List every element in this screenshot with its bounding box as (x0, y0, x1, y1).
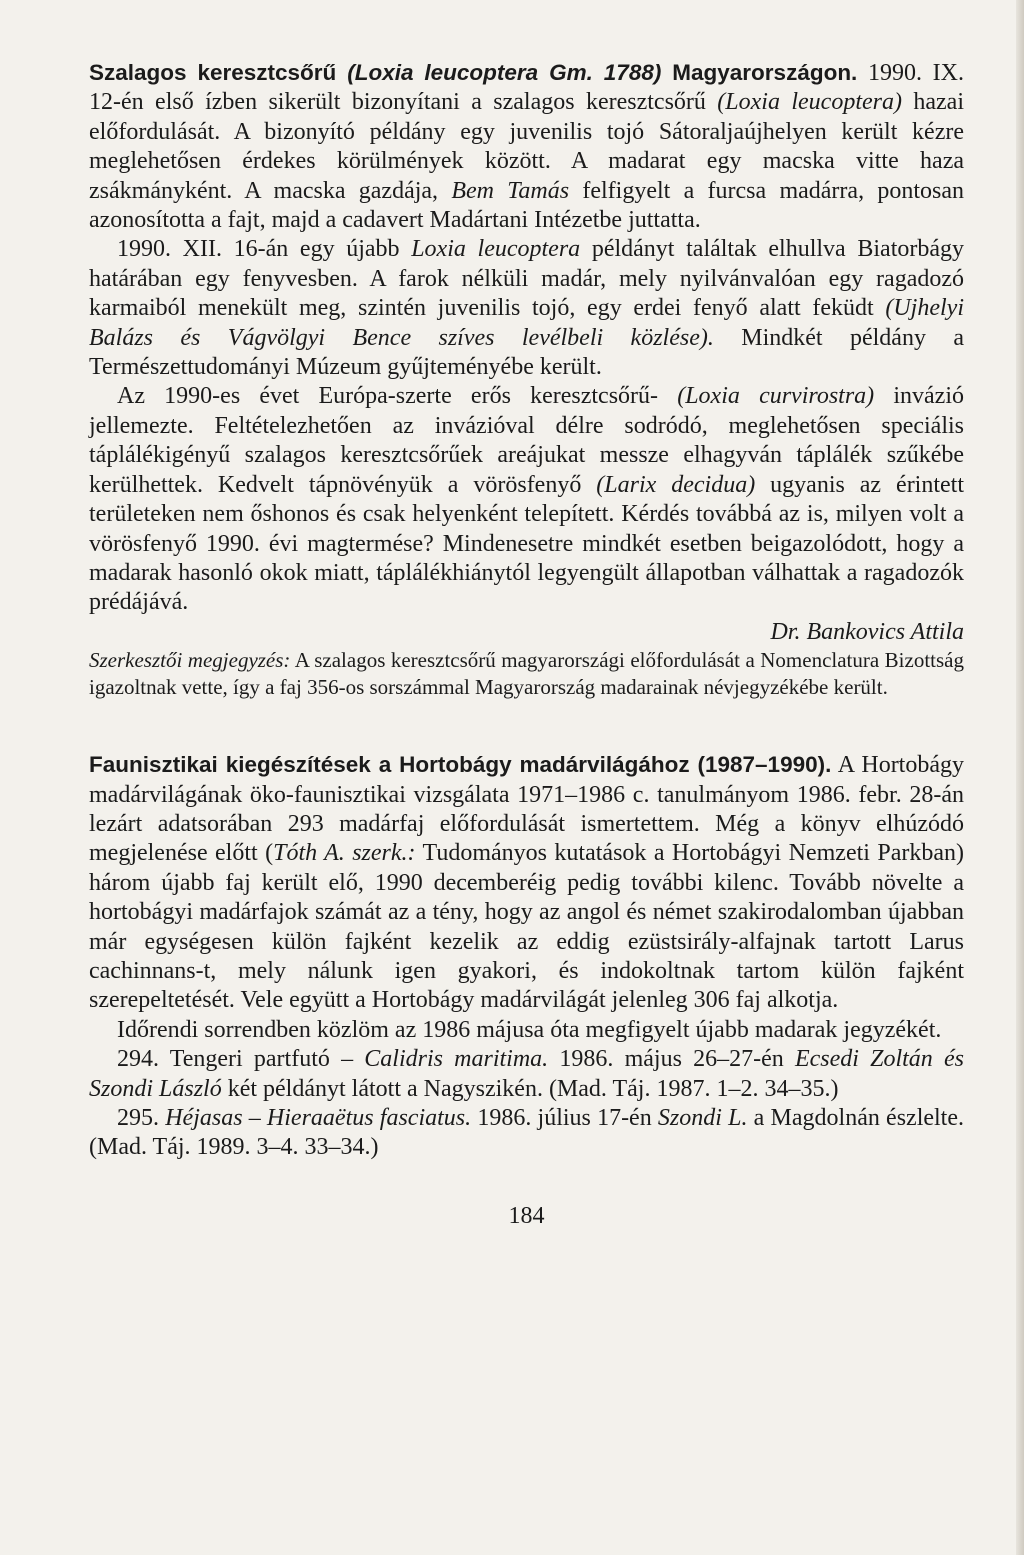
paragraph-3: Az 1990-es évet Európa-szerte erős keresztcsőrű- (Loxia curvirostra) invázió jellemezte. Feltételezhetően az invázióval délre sodródó, meglehetősen speciális táplálékigényű szalagos keresztcsőrűek areájukat messze elhagyván táplálék szűkébe kerülhettek. Kedvelt tápnövényük a vörösfenyő (Larix decidua) ugyanis az érintett területeken nem őshonos és csak helyenként telepített. Kérdés továbbá az is, milyen volt a vörösfenyő 1990. évi magtermése? Mindenesetre mindkét esetben beigazolódott, hogy a madarak hasonló okok miatt, táplálékhiánytól legyengült állapotban válhattak a ragadozók prédájává. (89, 383, 965, 616)
paragraph-hortobagy-2: Időrendi sorrendben közlöm az 1986 májusa óta megfigyelt újabb madarak jegyzékét. (117, 1016, 942, 1043)
species-entry-295: 295. Héjasas – Hieraaëtus fasciatus. 1986. július 17-én Szondi L. a Magdolnán észlelte. (Mad. Táj. 1989. 3–4. 33–34.) (89, 1105, 964, 1161)
paragraph-1: Szalagos keresztcsőrű (Loxia leucoptera Gm. 1788) Magyarországon. 1990. IX. 12-én első ízben sikerült bizonyítani a szalagos keresztcsőrű (Loxia leucoptera) hazai előfordulását. A bizonyító példány egy juvenilis tojó Sátoraljaújhelyen került kézre meglehetősen érdekes körülmények között. A madarat egy macska vitte haza zsákmányként. A macska gazdája, Bem Tamás felfigyelt a furcsa madárra, pontosan azonosította a fajt, majd a cadavert Madártani Intézetbe juttatta. (89, 60, 965, 234)
article-title-hortobagy: Faunisztikai kiegészítések a Hortobágy madárvilágához (1987–1990). (89, 752, 832, 778)
species-entry-294: 294. Tengeri partfutó – Calidris maritima. 1986. május 26–27-én Ecsedi Zoltán és Szondi László két példányt látott a Nagyszikén. (Mad. Táj. 1987. 1–2. 34–35.) (89, 1046, 964, 1102)
section-gap (89, 701, 964, 750)
editor-note: Szerkesztői megjegyzés: A szalagos keresztcsőrű magyarországi előfordulását a Nomenclatura Bizottság igazoltnak vette, így a faj 356-os sorszámmal Magyarország madarainak névjegyzékébe került. (89, 648, 964, 700)
article-hortobagy (89, 750, 964, 1163)
article-title: Szalagos keresztcsőrű (Loxia leucoptera Gm. 1788) Magyarországon. (89, 60, 858, 85)
article-szalagos-keresztcsoru (89, 58, 964, 701)
paragraph-2: 1990. XII. 16-án egy újabb Loxia leucoptera példányt találtak elhullva Biatorbágy határában egy fenyvesben. A farok nélküli madár, mely nyilvánvalóan egy ragadozó karmaiból menekült meg, szintén juvenilis tojó, egy erdei fenyő alatt feküdt (Ujhelyi Balázs és Vágvölgyi Bence szíves levélbeli közlése). Mindkét példány a Természettudományi Múzeum gyűjteményébe került. (89, 236, 965, 381)
author-signature: Dr. Bankovics Attila (770, 618, 964, 645)
page-number: 184 (508, 1202, 545, 1229)
paragraph-hortobagy-1: Faunisztikai kiegészítések a Hortobágy madárvilágához (1987–1990). A Hortobágy madárvilágának öko-faunisztikai vizsgálata 1971–1986 c. tanulmányom 1986. febr. 28-án lezárt adatsorában 293 madárfaj előfordulását ismertettem. Még a könyv elhúzódó megjelenése előtt (Tóth A. szerk.: Tudományos kutatások a Hortobágyi Nemzeti Parkban) három újabb faj került elő, 1990 decemberéig pedig további kilenc. Tovább növelte a hortobágyi madárfajok számát az a tény, hogy az angol és német szakirodalomban újabban már egységesen külön fajként kezelik az eddig ezüstsirály-alfajnak tartott Larus cachinnans-t, mely nálunk igen gyakori, és indokoltnak tartom külön fajként szerepeltetését. Vele együtt a Hortobágy madárvilágát jelenleg 306 faj alkotja. (89, 752, 965, 1014)
page-edge-shadow (1016, 0, 1024, 1555)
